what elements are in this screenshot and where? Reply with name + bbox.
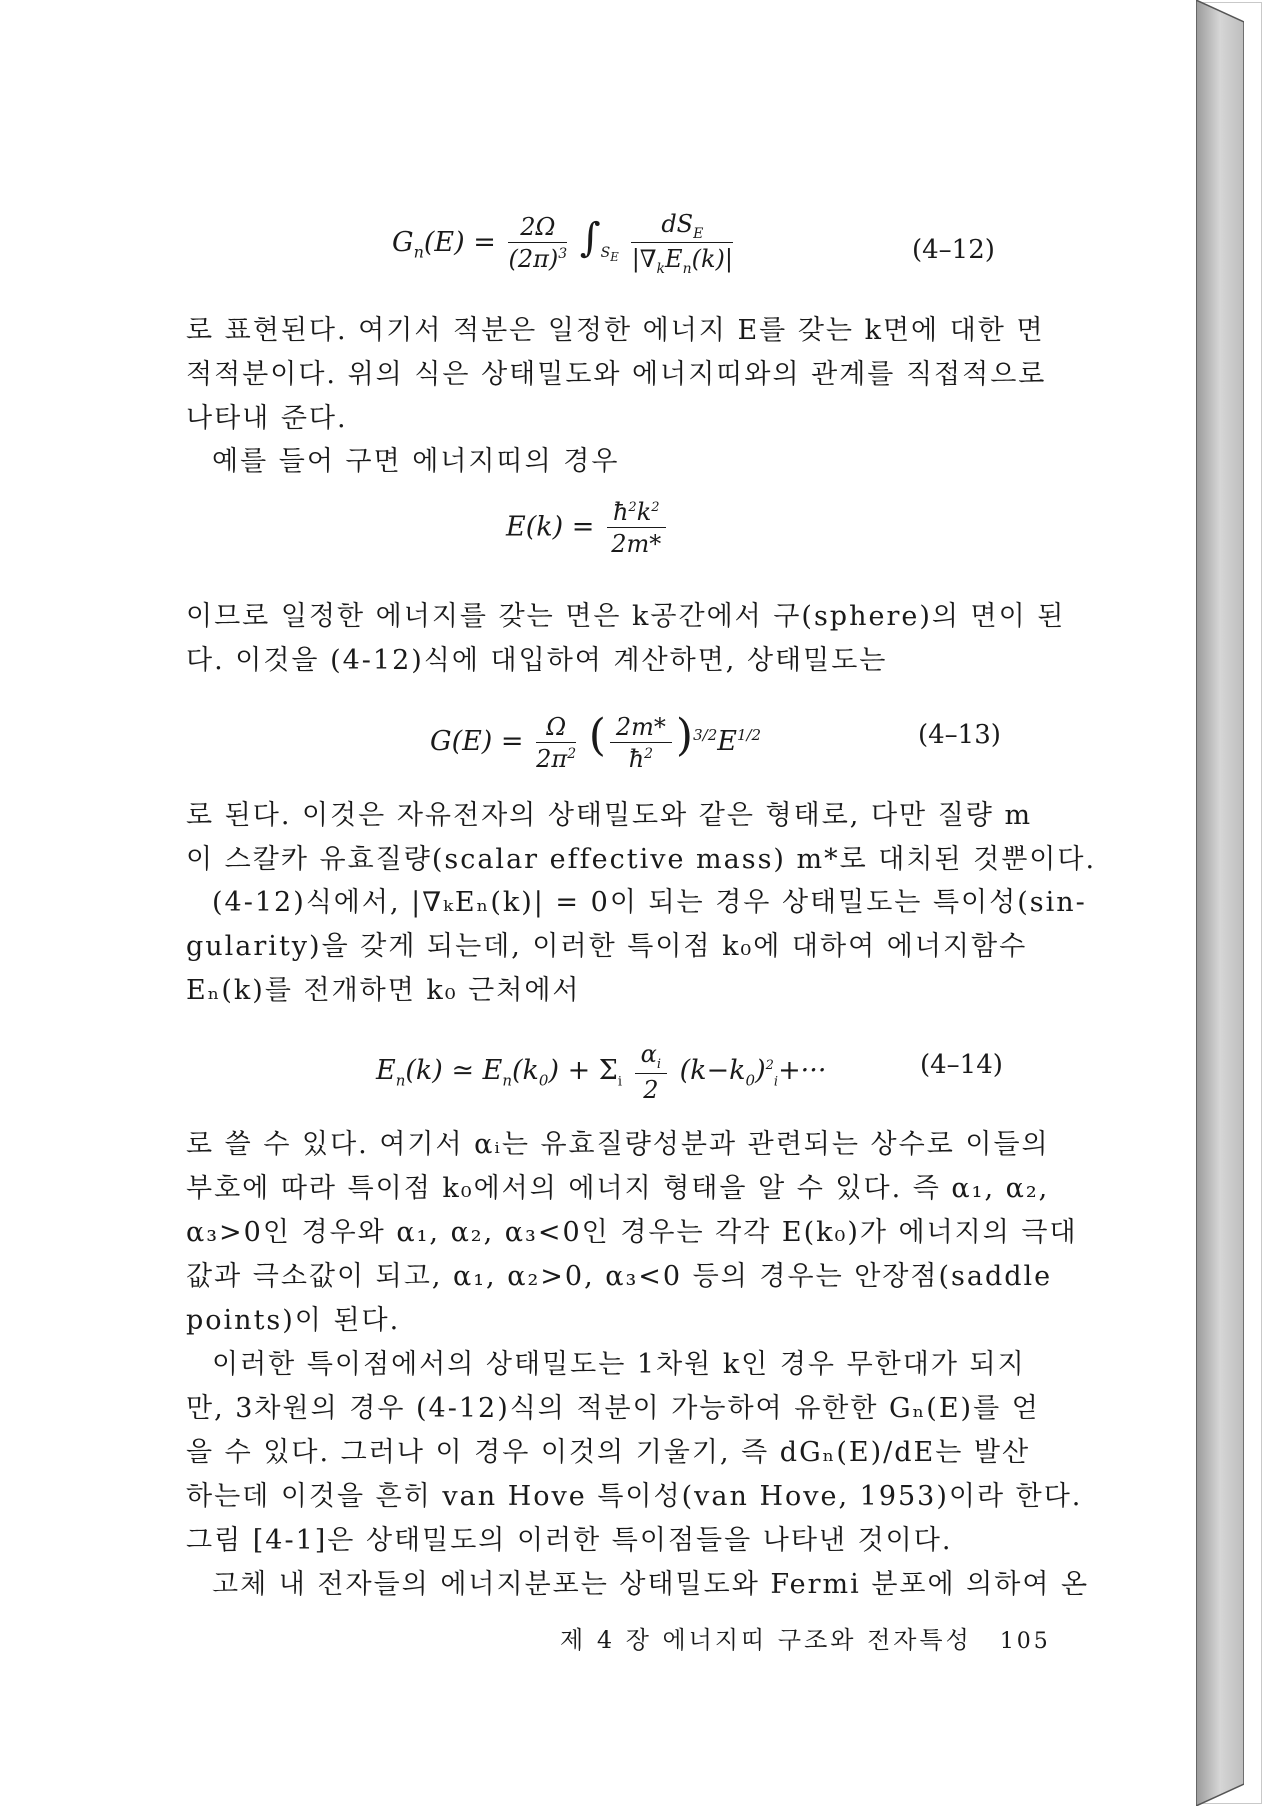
equation-4-14: $E_n(k)$ ≃ $E_n(k_0) + \Sigma_i$ $\frac{\alpha_i}{2}$ $(k-k_0)^2_i+\cdot\cdot\cdot$ [376,1040,827,1104]
text-line: α₃>0인 경우와 α₁, α₂, α₃<0인 경우는 각각 E(k₀)가 에너지의 극대 [186,1217,1078,1248]
text-line: 하는데 이것을 흔히 van Hove 특이성(van Hove, 1953)이라 한다. [186,1481,1083,1512]
text-line: 값과 극소값이 되고, α₁, α₂>0, α₃<0 등의 경우는 안장점(saddle [186,1261,1053,1292]
text-line: 나타내 준다. [186,403,348,434]
text-line: 고체 내 전자들의 에너지분포는 상태밀도와 Fermi 분포에 의하여 온 [212,1569,1090,1600]
text-line: (4-12)식에서, |∇ₖEₙ(k)| = 0이 되는 경우 상태밀도는 특이성(sin- [212,887,1087,918]
equation-e-of-k: E(k) = $\frac{ħ^2k^2}{2m*}$ [506,498,670,558]
text-line: 다. 이것을 (4-12)식에 대입하여 계산하면, 상태밀도는 [186,645,888,676]
text-line: 이 스칼카 유효질량(scalar effective mass) m*로 대치된 것뿐이다. [186,844,1097,875]
text-line: 로 쓸 수 있다. 여기서 αᵢ는 유효질량성분과 관련되는 상수로 이들의 [186,1129,1050,1160]
text-line: 을 수 있다. 그러나 이 경우 이것의 기울기, 즉 dGₙ(E)/dE는 발산 [186,1437,1031,1468]
equation-number-4-12: (4–12) [912,235,995,265]
page-footer [560,1620,1051,1655]
equation-4-13: G(E) = $\frac{\Omega}{2\pi^2}$ ( $\frac{2m*}{ħ^2}$ )$^{3/2}E^{1/2}$ [430,710,762,773]
text-line: 로 된다. 이것은 자유전자의 상태밀도와 같은 형태로, 다만 질량 m [186,800,1033,831]
equation-4-12: $G_n(E)$ = $\frac{2\Omega}{(2\pi)^3}$ $\int_{S_E}$ $\frac{dS_E}{|\nabla_kE_n(k)|}$ [392,210,733,277]
equation-number-4-14: (4–14) [920,1050,1003,1080]
text-line: 부호에 따라 특이점 k₀에서의 에너지 형태을 알 수 있다. 즉 α₁, α₂, [186,1173,1050,1204]
book-spine [1196,0,1244,1806]
text-line: 예를 들어 구면 에너지띠의 경우 [212,446,620,477]
text-line: gularity)을 갖게 되는데, 이러한 특이점 k₀에 대하여 에너지함수 [186,931,1028,962]
text-line: 이러한 특이점에서의 상태밀도는 1차원 k인 경우 무한대가 되지 [212,1349,1026,1380]
chapter-title: 제 4 장 에너지띠 구조와 전자특성 [560,1626,972,1654]
text-line: 로 표현된다. 여기서 적분은 일정한 에너지 E를 갖는 k면에 대한 면 [186,315,1045,346]
page-number: 105 [999,1629,1051,1654]
text-line: Eₙ(k)를 전개하면 k₀ 근처에서 [186,975,581,1006]
text-line: 그림 [4-1]은 상태밀도의 이러한 특이점들을 나타낸 것이다. [186,1525,953,1556]
text-line: points)이 된다. [186,1305,401,1336]
equation-number-4-13: (4–13) [918,720,1001,750]
text-line: 만, 3차원의 경우 (4-12)식의 적분이 가능하여 유한한 Gₙ(E)를 얻 [186,1393,1040,1424]
text-line: 이므로 일정한 에너지를 갖는 면은 k공간에서 구(sphere)의 면이 된 [186,601,1066,632]
text-line: 적적분이다. 위의 식은 상태밀도와 에너지띠와의 관계를 직접적으로 [186,359,1047,390]
